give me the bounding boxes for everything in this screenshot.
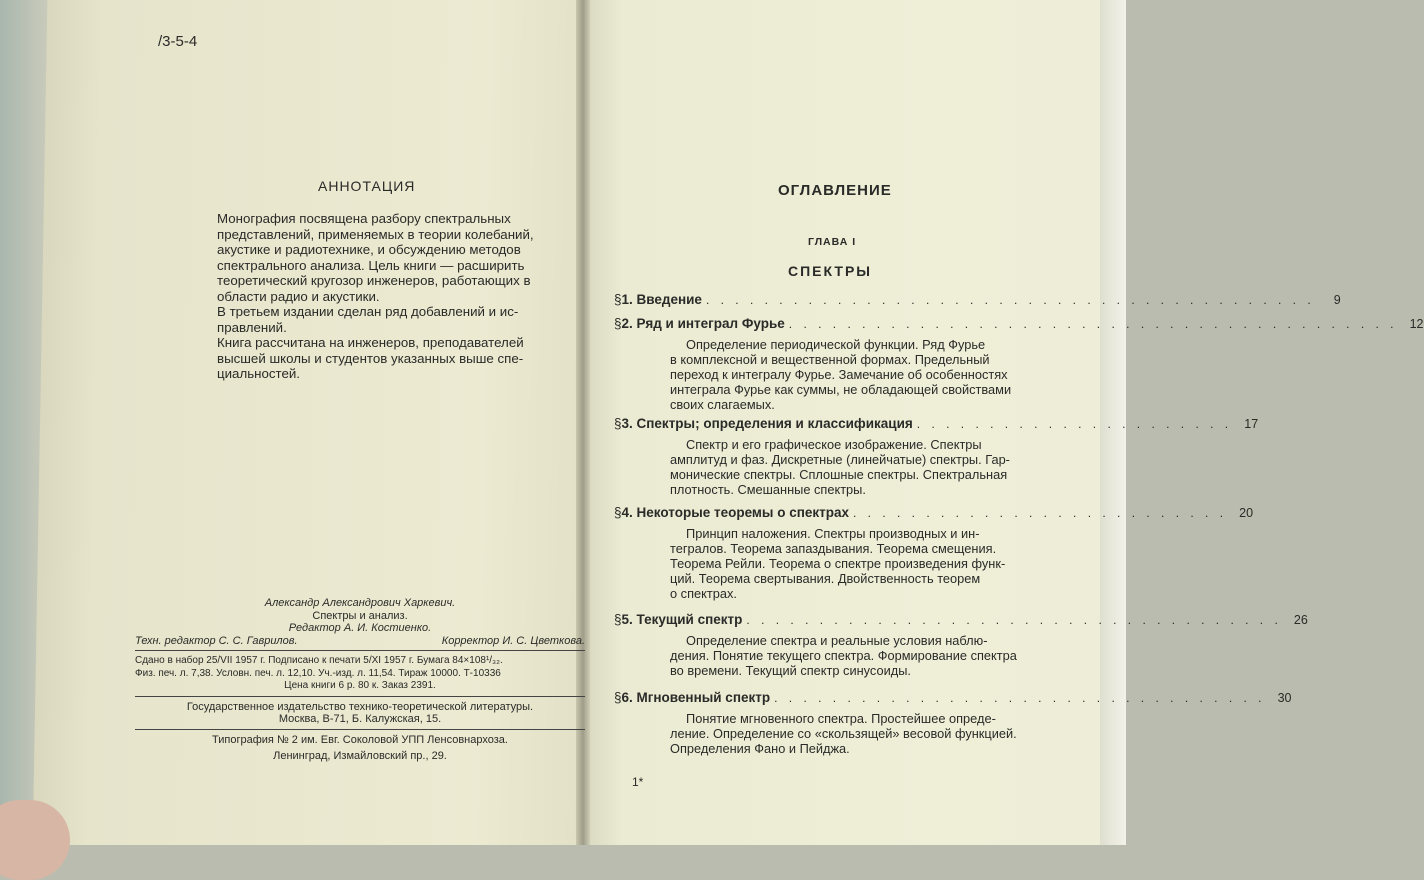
entry-title: 6. Мгновенный спектр (621, 690, 771, 705)
annotation-body (195, 211, 545, 382)
toc-title: ОГЛАВЛЕНИЕ (778, 182, 892, 199)
tech-editor: Техн. редактор С. С. Гаврилов. (135, 634, 298, 647)
section-sign: § (614, 416, 622, 431)
entry-title: 1. Введение (621, 292, 702, 307)
chapter-name: СПЕКТРЫ (788, 263, 872, 279)
annotation-title: АННОТАЦИЯ (318, 178, 416, 194)
toc-entry (614, 690, 1292, 756)
entry-title: 5. Текущий спектр (621, 612, 743, 627)
corrector: Корректор И. С. Цветкова. (441, 634, 585, 647)
entry-title: 2. Ряд и интеграл Фурье (621, 316, 785, 331)
catalog-code: /3-5-4 (158, 33, 198, 50)
print-line: Сдано в набор 25/VII 1957 г. Подписано к печати 5/XI 1957 г. Бумага 84×108¹/₃₂. (135, 655, 503, 666)
thumb (0, 800, 70, 880)
annotation-paragraph: Монография посвящена разбору спектральных представлений, применяемых в теории колебаний, акустике и радиотехнике, и обсуждению методов спектрального анализа. Цель книги — расширить теоретический кругозор инженеров, работающих в области радио и акустики. (217, 211, 534, 304)
editor: Редактор А. И. Костиенко. (288, 622, 432, 634)
entry-description: Определение периодической функции. Ряд Фурье в комплексной и вещественной формах. Предельный переход к интегралу Фурье. Замечание об особенностях интеграла Фурье как суммы, не обладающей свойствами своих слагаемых. (670, 337, 1012, 412)
leader-dots: . . . . . . . . . . . . . . . . . . . . . . . . . . . . . . . . . . (774, 691, 1266, 705)
signature-mark: 1* (632, 775, 644, 789)
print-line: Физ. печ. л. 7,38. Условн. печ. л. 12,10. Уч.-изд. л. 11,54. Тираж 10000. Т-10336 (135, 667, 501, 679)
author: Александр Александрович Харкевич. (264, 597, 456, 609)
entry-description: Определение спектра и реальные условия наблю- дения. Понятие текущего спектра. Формирование спектра во времени. Текущий спектр синусоиды. (670, 633, 1017, 678)
chapter-label: ГЛАВА I (808, 236, 857, 248)
page-number: 9 (1333, 293, 1341, 307)
page-number: 30 (1277, 691, 1292, 705)
printer-address: Ленинград, Измайловский пр., 29. (273, 750, 447, 762)
page-number: 20 (1239, 506, 1254, 520)
section-sign: § (614, 292, 622, 307)
section-sign: § (614, 690, 622, 705)
publisher: Государственное издательство технико-теоретической литературы. (186, 700, 534, 713)
book-title: Спектры и анализ. (312, 609, 408, 622)
entry-description: Принцип наложения. Спектры производных и ин- тегралов. Теорема запаздывания. Теорема смещения. Теорема Рейли. Теорема о спектре произведения функ- ций. Теорема свертывания. Двойственность теорем о спектрах. (670, 526, 1006, 601)
leader-dots: . . . . . . . . . . . . . . . . . . . . . . . . . . . . . . . . . . . . . (746, 613, 1282, 627)
section-sign: § (614, 612, 622, 627)
leader-dots: . . . . . . . . . . . . . . . . . . . . . . (916, 417, 1233, 431)
leader-dots: . . . . . . . . . . . . . . . . . . . . . . . . . . (853, 506, 1228, 520)
divider (135, 696, 585, 697)
entry-description: Понятие мгновенного спектра. Простейшее опреде- ление. Определение со «скользящей» весовой функцией. Определения Фано и Пейджа. (670, 711, 1017, 756)
entry-title: 4. Некоторые теоремы о спектрах (621, 505, 849, 520)
toc-entry (614, 612, 1308, 678)
section-sign: § (614, 505, 622, 520)
print-line: Цена книги 6 р. 80 к. Заказ 2391. (284, 680, 436, 691)
annotation-paragraph: В третьем издании сделан ряд добавлений и ис- правлений. (217, 304, 519, 335)
entry-title: 3. Спектры; определения и классификация (621, 416, 913, 431)
leader-dots: . . . . . . . . . . . . . . . . . . . . . . . . . . . . . . . . . . . . . . . . . . (705, 293, 1315, 307)
divider (135, 729, 585, 730)
toc-entry (614, 316, 1424, 412)
page-number: 26 (1293, 613, 1308, 627)
printer: Типография № 2 им. Евг. Соколовой УПП Ленсовнархоза. (212, 733, 508, 746)
divider (135, 650, 585, 651)
entry-description: Спектр и его графическое изображение. Спектры амплитуд и фаз. Дискретные (линейчатые) спектры. Гар- монические спектры. Сплошные спектры. Спектральная плотность. Смешанные спектры. (670, 437, 1010, 497)
annotation-paragraph: Книга рассчитана на инженеров, преподавателей высшей школы и студентов указанных выше спе- циальностей. (217, 335, 524, 381)
toc-entry (614, 416, 1259, 497)
publisher-address: Москва, В-71, Б. Калужская, 15. (278, 713, 442, 725)
tech-editor-row (135, 635, 585, 648)
section-sign: § (614, 316, 622, 331)
imprint (135, 597, 585, 763)
toc-entry (614, 292, 1341, 307)
toc-entry (614, 505, 1254, 601)
leader-dots: . . . . . . . . . . . . . . . . . . . . . . . . . . . . . . . . . . . . . . . . . . (788, 317, 1398, 331)
page-number: 17 (1244, 417, 1259, 431)
page-number: 12 (1409, 317, 1424, 331)
